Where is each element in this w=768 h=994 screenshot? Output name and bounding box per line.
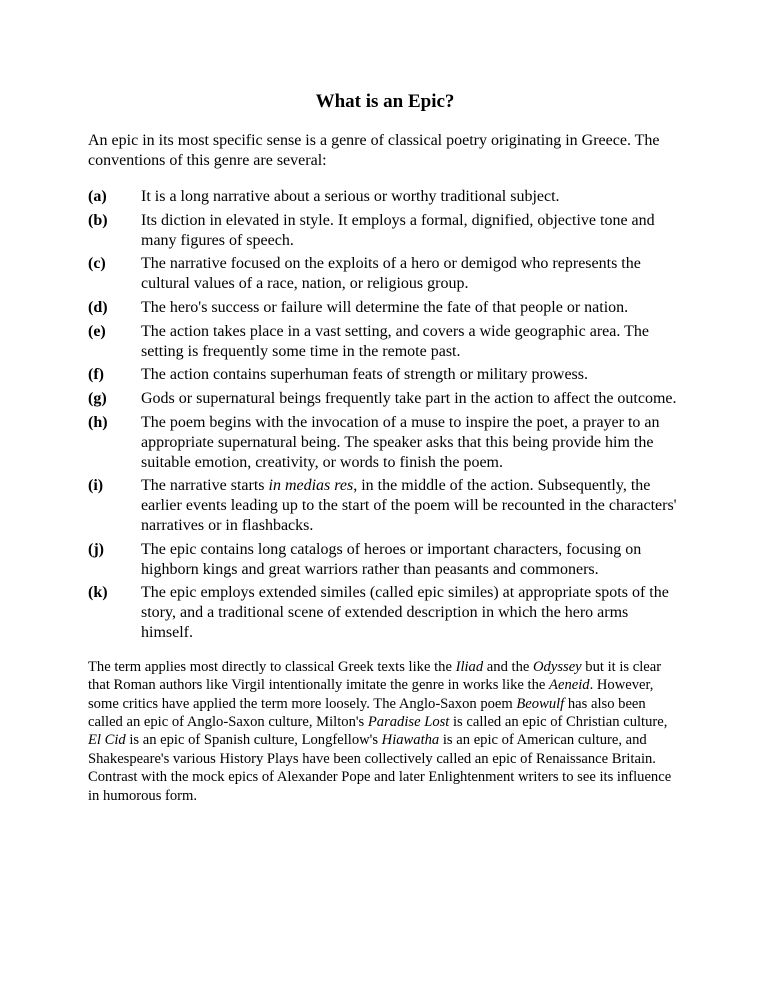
- closing-text: . However, some critics have applied the term more loosely. The Anglo-Saxon poem: [88, 677, 654, 712]
- list-item: [88, 211, 682, 251]
- work-title-aeneid: Aeneid: [549, 677, 590, 694]
- item-text-before: The narrative starts: [141, 477, 269, 495]
- conventions-list: [88, 187, 682, 643]
- list-item: [88, 187, 682, 207]
- item-text: The epic employs extended similes (called epic similes) at appropriate spots of the story, and a traditional scene of extended description in which the hero arms himself.: [141, 584, 669, 641]
- work-title-beowulf: Beowulf: [516, 695, 565, 712]
- work-title-iliad: Iliad: [455, 658, 484, 675]
- work-title-el-cid: El Cid: [88, 732, 126, 749]
- item-label: (k): [88, 584, 108, 602]
- list-item: [88, 583, 682, 642]
- list-item: [88, 476, 682, 535]
- closing-text: is an epic of American culture, and Shakespeare's various History Plays have been collectively called an epic of Renaissance Britain. Contrast with the mock epics of Alexander Pope and later Enlightenment writers to see its influence in humorous form.: [88, 732, 672, 804]
- closing-text: is called an epic of Christian culture,: [449, 713, 668, 730]
- item-text: The poem begins with the invocation of a muse to inspire the poet, a prayer to an appropriate supernatural being. The speaker asks that this being provide him the suitable emotion, creativity, or words to finish the poem.: [141, 413, 660, 471]
- closing-paragraph: [88, 658, 682, 805]
- work-title-paradise-lost: Paradise Lost: [367, 713, 450, 730]
- work-title-odyssey: Odyssey: [533, 658, 582, 675]
- work-title-hiawatha: Hiawatha: [381, 732, 440, 749]
- item-label: (d): [88, 298, 108, 316]
- item-text: The narrative focused on the exploits of a hero or demigod who represents the cultural values of a race, nation, or religious group.: [141, 255, 641, 293]
- list-item: [88, 365, 682, 385]
- closing-text: and the: [483, 658, 534, 675]
- page-title: What is an Epic?: [315, 91, 455, 112]
- latin-phrase: in medias res: [268, 477, 354, 495]
- item-text: Its diction in elevated in style. It employs a formal, dignified, objective tone and many figures of speech.: [141, 211, 655, 249]
- item-text: The action takes place in a vast setting, and covers a wide geographic area. The setting is frequently some time in the remote past.: [141, 322, 649, 360]
- item-label: (g): [88, 390, 107, 408]
- item-text: It is a long narrative about a serious or worthy traditional subject.: [141, 188, 560, 205]
- list-item: [88, 298, 682, 318]
- item-label: (j): [88, 540, 104, 558]
- list-item: [88, 413, 682, 472]
- item-text: [141, 476, 682, 535]
- item-label: (c): [88, 255, 106, 273]
- item-text: The hero's success or failure will determine the fate of that people or nation.: [141, 298, 629, 316]
- closing-text: has also been called an epic of Anglo-Saxon culture, Milton's: [88, 695, 646, 730]
- item-label: (b): [88, 211, 108, 229]
- item-label: (e): [88, 322, 106, 340]
- document-page: [88, 90, 682, 805]
- item-label: (a): [88, 188, 107, 205]
- item-label: (i): [88, 477, 104, 495]
- item-label: (f): [88, 366, 104, 384]
- item-text: The epic contains long catalogs of heroes or important characters, focusing on highborn kings and great warriors rather than peasants and commoners.: [141, 540, 642, 578]
- list-item: [88, 540, 682, 580]
- closing-text: The term applies most directly to classical Greek texts like the: [88, 658, 456, 675]
- item-label: (h): [88, 413, 108, 431]
- intro-paragraph: An epic in its most specific sense is a genre of classical poetry originating in Greece. The conventions of this genre are several:: [88, 132, 660, 169]
- closing-text: is an epic of Spanish culture, Longfellow's: [125, 732, 382, 749]
- item-text-after: , in the middle of the action. Subsequently, the earlier events leading up to the start of the poem will be recounted in the characters' narratives or in flashbacks.: [141, 477, 677, 534]
- list-item: [88, 389, 682, 409]
- item-text: The action contains superhuman feats of strength or military prowess.: [141, 366, 588, 384]
- closing-text: but it is clear that Roman authors like Virgil intentionally imitate the genre in works like the: [88, 658, 662, 694]
- list-item: [88, 254, 682, 294]
- item-text: Gods or supernatural beings frequently take part in the action to affect the outcome.: [141, 390, 677, 408]
- list-item: [88, 322, 682, 362]
